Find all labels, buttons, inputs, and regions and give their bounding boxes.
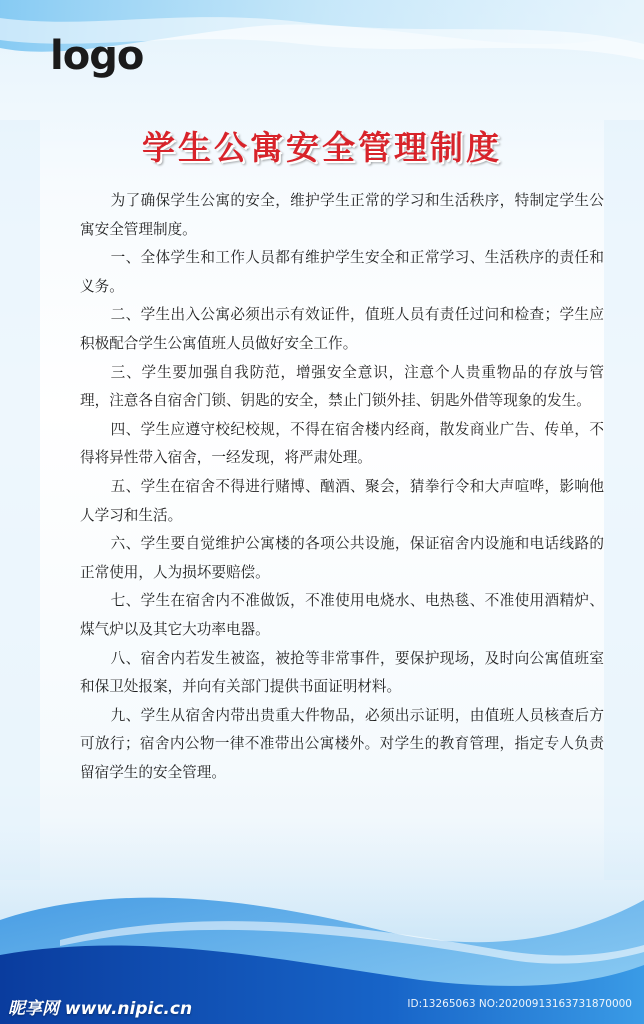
paragraph-article-3: 三、学生要加强自我防范，增强安全意识，注意个人贵重物品的存放与管理，注意各自宿舍门锁、钥匙的安全，禁止门锁外挂、钥匙外借等现象的发生。: [80, 363, 604, 410]
paragraph-article-9: 九、学生从宿舍内带出贵重大件物品，必须出示证明，由值班人员核查后方可放行；宿舍内公物一律不准带出公寓楼外。对学生的教育管理，指定专人负责留宿学生的安全管理。: [80, 706, 604, 781]
paragraph-article-5: 五、学生在宿舍不得进行赌博、酗酒、聚会，猜拳行令和大声喧哗，影响他人学习和生活。: [80, 477, 604, 524]
paragraph-article-4: 四、学生应遵守校纪校规，不得在宿舍楼内经商，散发商业广告、传单，不得将异性带入宿舍，一经发现，将严肃处理。: [80, 420, 604, 467]
paragraph-article-6: 六、学生要自觉维护公寓楼的各项公共设施，保证宿舍内设施和电话线路的正常使用，人为损坏要赔偿。: [80, 535, 604, 581]
paragraph-article-8: 八、宿舍内若发生被盗，被抢等非常事件，要保护现场，及时向公寓值班室和保卫处报案，并向有关部门提供书面证明材料。: [80, 649, 604, 696]
paragraph-article-2: 二、学生出入公寓必须出示有效证件，值班人员有责任过问和检查；学生应积极配合学生公寓值班人员做好安全工作。: [80, 306, 604, 352]
paragraph-article-1: 一、全体学生和工作人员都有维护学生安全和正常学习、生活秩序的责任和义务。: [80, 249, 604, 295]
logo: logo: [50, 33, 144, 79]
paragraph-intro: 为了确保学生公寓的安全，维护学生正常的学习和生活秩序，特制定学生公寓安全管理制度。: [80, 192, 604, 238]
watermark-id: ID:13265063 NO:20200913163731870000: [407, 998, 632, 1010]
watermark-site: 昵享网 www.nipic.cn: [8, 999, 193, 1019]
regulation-body: [80, 187, 604, 787]
paragraph-article-7: 七、学生在宿舍内不准做饭，不准使用电烧水、电热毯、不准使用酒精炉、煤气炉以及其它大功率电器。: [80, 592, 604, 638]
page-title: 学生公寓安全管理制度: [142, 128, 502, 167]
